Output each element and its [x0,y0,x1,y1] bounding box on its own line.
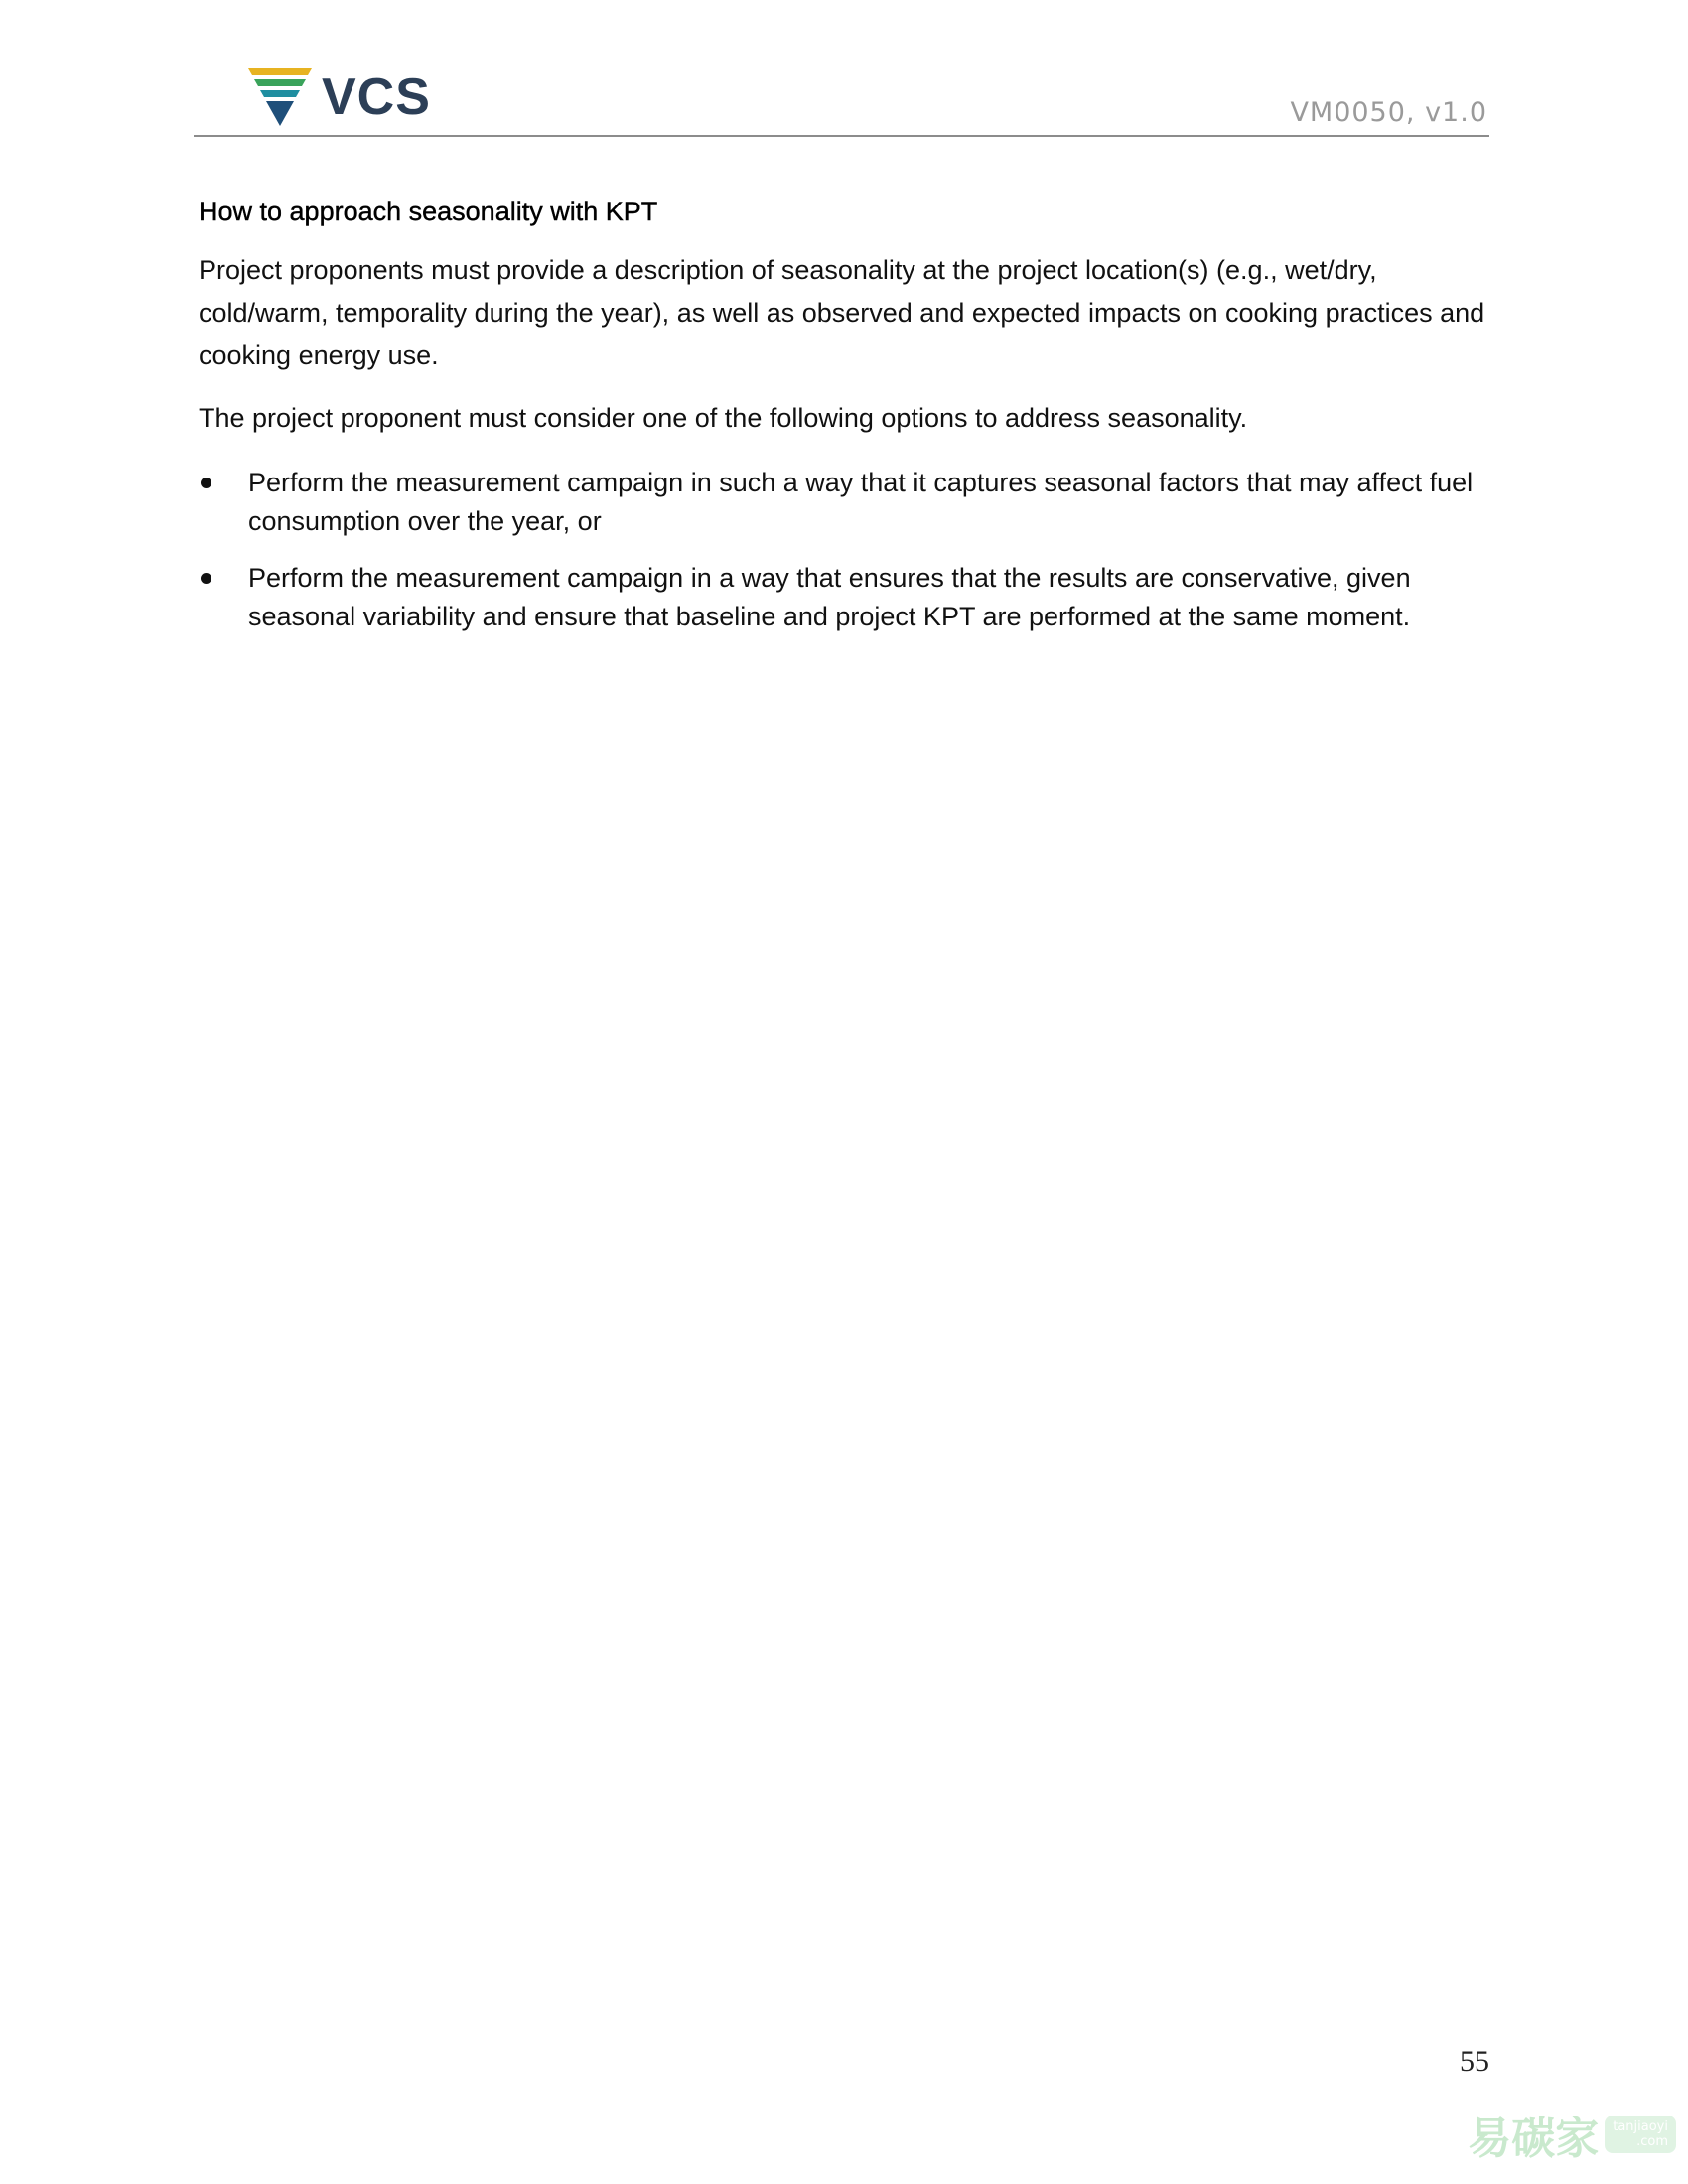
watermark-badge [1605,2116,1676,2153]
bullet-icon [201,478,211,488]
paragraph: Project proponents must provide a description of seasonality at the project location(s) (e.g., wet/dry, cold/warm, temporality during the year), as well as observed and expected impacts on cooking practices and cooking energy use. [199,255,1485,370]
page-header [194,60,1489,139]
list-item [199,559,1489,636]
options-list [199,464,1489,636]
header-divider [194,135,1489,137]
page-number: 55 [1460,2045,1489,2078]
vcs-logo [248,68,431,127]
document-id: VM0050, v1.0 [1290,97,1487,128]
watermark-domain-line1: tanjiaoyi [1613,2119,1668,2134]
watermark-text: 易碳家 [1468,2114,1600,2164]
list-item-text: Perform the measurement campaign in such a way that it captures seasonal factors that may affect fuel consumption over the year, or [248,468,1474,536]
bullet-icon [201,573,211,584]
vcs-logo-mark-icon [248,68,312,126]
list-item [199,464,1489,541]
list-item-text: Perform the measurement campaign in a way that ensures that the results are conservative, given seasonal variability and ensure that baseline and project KPT are performed at the same moment. [248,563,1411,631]
section-heading: How to approach seasonality with KPT [199,197,658,226]
watermark [1468,2103,1676,2166]
main-content [199,197,1489,654]
watermark-domain-line2: .com [1636,2134,1668,2149]
logo-text: VCS [322,68,431,126]
paragraph: The project proponent must consider one of the following options to address seasonality. [199,403,1248,433]
